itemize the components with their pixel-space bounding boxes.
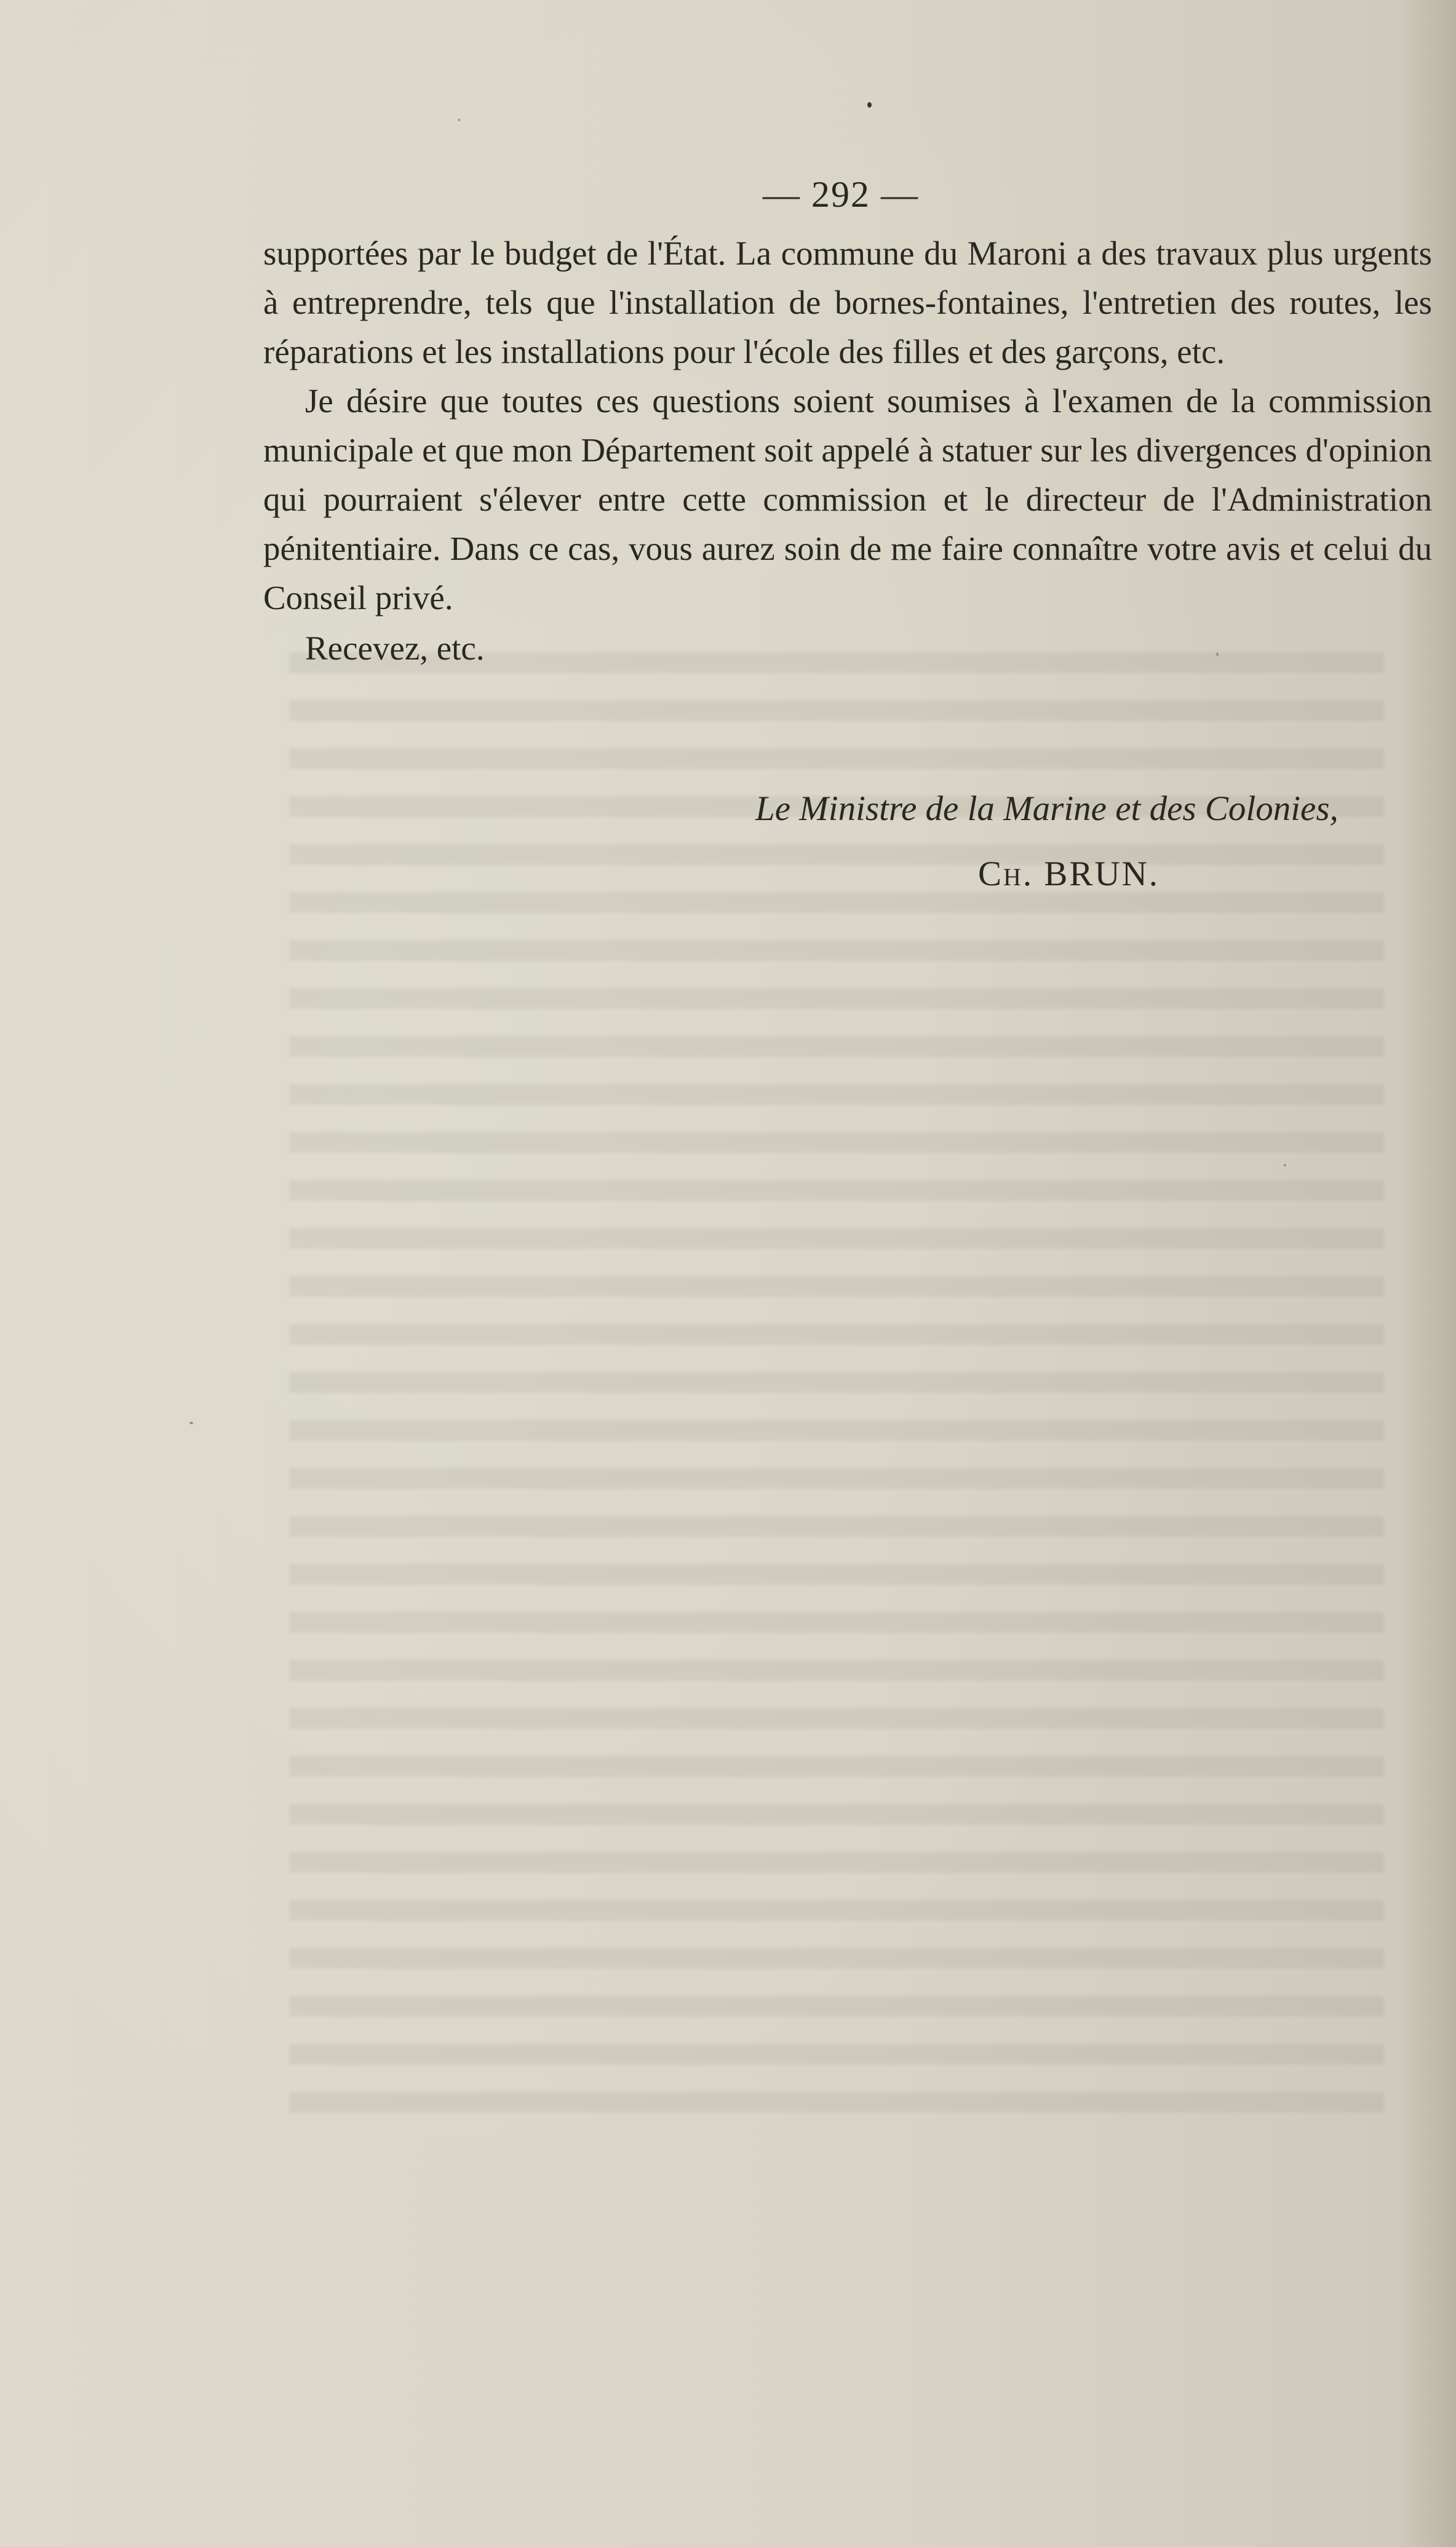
body-text [263,229,1432,673]
show-through-text [289,652,1384,2129]
paragraph-continuation: supportées par le budget de l'État. La commune du Maroni a des travaux plus urgents à entreprendre, tels que l'installation de bornes-fontaines, l'entretien des routes, les réparations et les installations pour l'école des filles et des garçons, etc. [263,234,1432,370]
closing-formula: Recevez, etc. [305,629,485,667]
signature-name: Ch. BRUN. [978,855,1160,893]
paragraph-commission: Je désire que toutes ces questions soient soumises à l'examen de la commission municipale et que mon Département soit appelé à statuer sur les divergences d'opinion qui pourraient s'élever entre cette commission et le directeur de l'Administration pénitentiaire. Dans ce cas, vous aurez soin de me faire connaître votre avis et celui du Conseil privé. [263,382,1432,616]
ink-speck [867,102,872,108]
ink-speck [1284,1164,1286,1166]
page-number: — 292 — [763,174,919,215]
ink-speck [458,119,460,121]
ink-speck [189,1422,193,1424]
signature-title: Le Ministre de la Marine et des Colonies, [755,789,1339,828]
